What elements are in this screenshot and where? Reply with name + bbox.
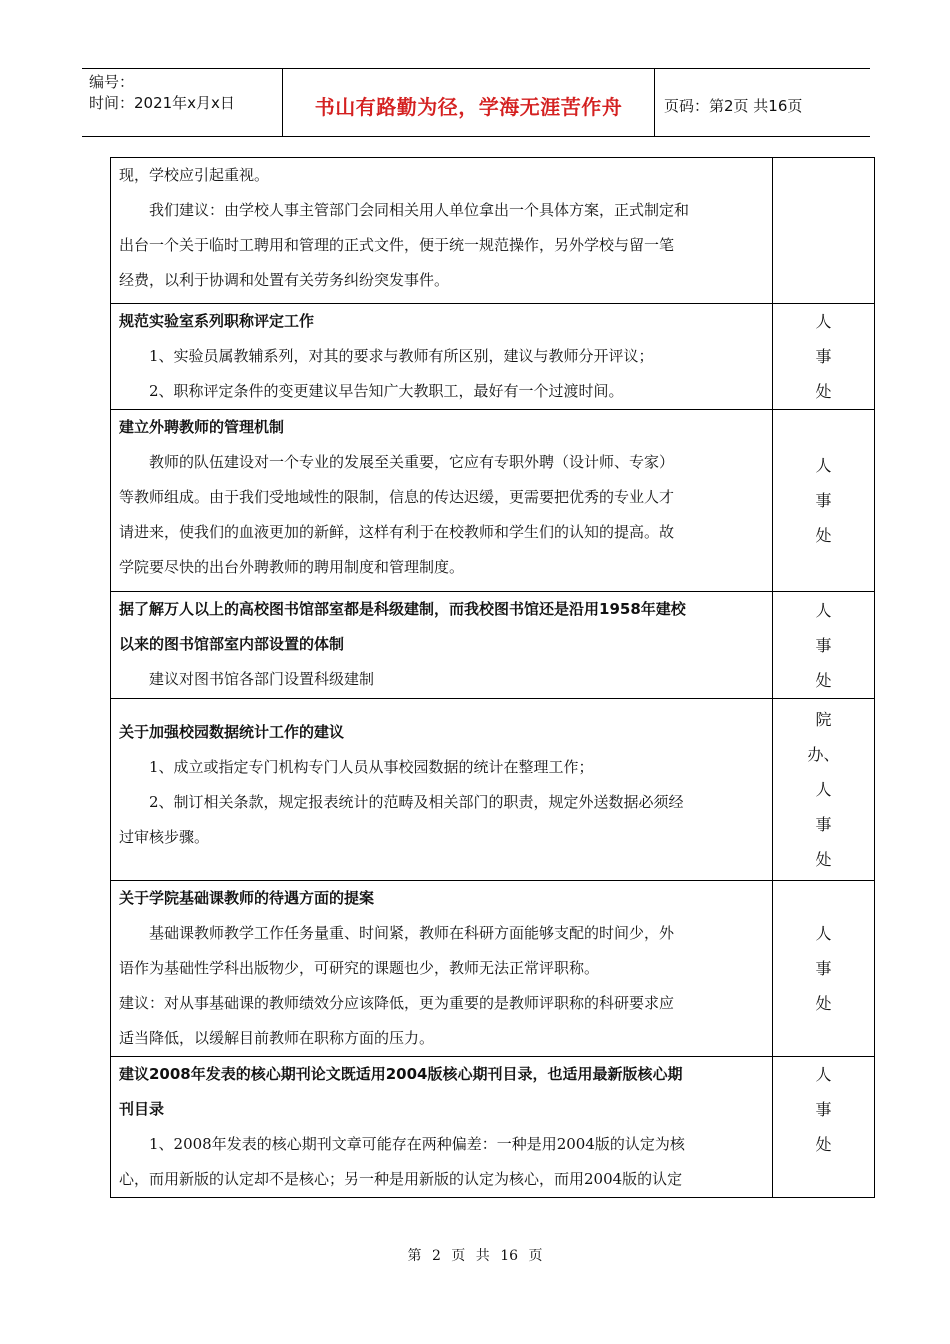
content-line: 1、2008年发表的核心期刊文章可能存在两种偏差：一种是用2004版的认定为核 xyxy=(149,1135,685,1153)
department-cell xyxy=(773,699,875,881)
page-indicator: 页码：第2页 共16页 xyxy=(664,97,803,115)
department-char: 事 xyxy=(815,959,832,978)
department-char: 人 xyxy=(815,924,832,943)
table-row xyxy=(111,592,875,699)
content-line: 1、成立或指定专门机构专门人员从事校园数据的统计在整理工作； xyxy=(149,758,594,776)
department-char: 院 xyxy=(815,710,832,729)
content-line: 建议对图书馆各部门设置科级建制 xyxy=(149,670,375,688)
department-char: 处 xyxy=(815,850,832,869)
department-char: 处 xyxy=(815,670,832,690)
content-line: 经费，以利于协调和处置有关劳务纠纷突发事件。 xyxy=(119,271,450,289)
department-char: 事 xyxy=(815,1100,832,1119)
proposal-content xyxy=(111,592,773,699)
department-char: 事 xyxy=(815,815,832,834)
department-char: 人 xyxy=(815,312,832,331)
proposal-title: 以来的图书馆部室内部设置的体制 xyxy=(119,635,345,653)
proposal-content xyxy=(111,881,773,1057)
table-row xyxy=(111,881,875,1057)
proposal-title: 关于学院基础课教师的待遇方面的提案 xyxy=(119,889,375,907)
department-char: 处 xyxy=(815,526,832,545)
date-label: 时间：2021年x月x日 xyxy=(89,94,235,112)
table-row xyxy=(111,699,875,881)
proposal-title: 建议2008年发表的核心期刊论文既适用2004版核心期刊目录，也适用最新版核心期 xyxy=(119,1065,683,1083)
content-line: 我们建议：由学校人事主管部门会同相关用人单位拿出一个具体方案，正式制定和 xyxy=(149,201,690,219)
department-char: 处 xyxy=(815,994,832,1013)
proposal-title: 刊目录 xyxy=(119,1100,165,1118)
header-divider xyxy=(654,69,655,136)
proposal-content xyxy=(111,410,773,592)
content-line: 学院要尽快的出台外聘教师的聘用制度和管理制度。 xyxy=(119,558,465,576)
department-cell xyxy=(773,304,875,410)
proposal-content xyxy=(111,699,773,881)
proposal-content xyxy=(111,158,773,304)
department-char: 处 xyxy=(815,382,832,401)
proposal-content xyxy=(111,1057,773,1198)
number-label: 编号： xyxy=(89,73,135,91)
department-cell xyxy=(773,881,875,1057)
department-cell xyxy=(773,592,875,699)
proposal-title: 规范实验室系列职称评定工作 xyxy=(119,312,315,330)
content-line: 教师的队伍建设对一个专业的发展至关重要，它应有专职外聘（设计师、专家） xyxy=(149,453,675,471)
department-char: 办、 xyxy=(807,745,840,764)
page-footer: 第 2 页 共 16 页 xyxy=(407,1248,543,1264)
content-line: 等教师组成。由于我们受地域性的限制，信息的传达迟缓，更需要把优秀的专业人才 xyxy=(119,488,675,506)
table-row xyxy=(111,1057,875,1198)
content-line: 基础课教师教学工作任务量重、时间紧，教师在科研方面能够支配的时间少，外 xyxy=(149,924,675,942)
content-line: 出台一个关于临时工聘用和管理的正式文件，便于统一规范操作，另外学校与留一笔 xyxy=(119,236,675,254)
department-cell xyxy=(773,158,875,304)
content-line: 2、制订相关条款，规定报表统计的范畴及相关部门的职责，规定外送数据必须经 xyxy=(149,793,684,811)
department-char: 人 xyxy=(815,600,832,620)
proposal-content xyxy=(111,304,773,410)
content-line: 心，而用新版的认定却不是核心；另一种是用新版的认定为核心，而用2004版的认定 xyxy=(119,1170,683,1188)
department-char: 人 xyxy=(815,456,832,475)
department-cell xyxy=(773,1057,875,1198)
department-char: 事 xyxy=(815,491,832,510)
content-line: 适当降低，以缓解目前教师在职称方面的压力。 xyxy=(119,1029,435,1047)
department-char: 事 xyxy=(815,635,832,655)
department-char: 事 xyxy=(815,347,832,366)
table-row xyxy=(111,158,875,304)
content-line: 建议：对从事基础课的教师绩效分应该降低，更为重要的是教师评职称的科研要求应 xyxy=(119,994,675,1012)
motto: 书山有路勤为径，学海无涯苦作舟 xyxy=(314,95,623,119)
department-char: 人 xyxy=(815,780,832,799)
department-char: 处 xyxy=(815,1135,832,1154)
page-header xyxy=(82,68,870,137)
proposal-title: 据了解万人以上的高校图书馆部室都是科级建制，而我校图书馆还是沿用1958年建校 xyxy=(119,600,686,618)
content-line: 1、实验员属教辅系列，对其的要求与教师有所区别，建议与教师分开评议； xyxy=(149,347,654,365)
content-line: 过审核步骤。 xyxy=(119,828,210,846)
proposal-table xyxy=(110,157,875,1198)
department-cell xyxy=(773,410,875,592)
content-line: 2、职称评定条件的变更建议早告知广大教职工，最好有一个过渡时间。 xyxy=(149,382,624,400)
header-left xyxy=(89,72,235,114)
content-line: 请进来，使我们的血液更加的新鲜，这样有利于在校教师和学生们的认知的提高。故 xyxy=(119,523,675,541)
content-line: 语作为基础性学科出版物少，可研究的课题也少，教师无法正常评职称。 xyxy=(119,959,600,977)
proposal-title: 关于加强校园数据统计工作的建议 xyxy=(119,723,345,741)
table-row xyxy=(111,304,875,410)
department-char: 人 xyxy=(815,1065,832,1084)
proposal-title: 建立外聘教师的管理机制 xyxy=(119,418,285,436)
table-row xyxy=(111,410,875,592)
content-line: 现，学校应引起重视。 xyxy=(119,166,270,184)
